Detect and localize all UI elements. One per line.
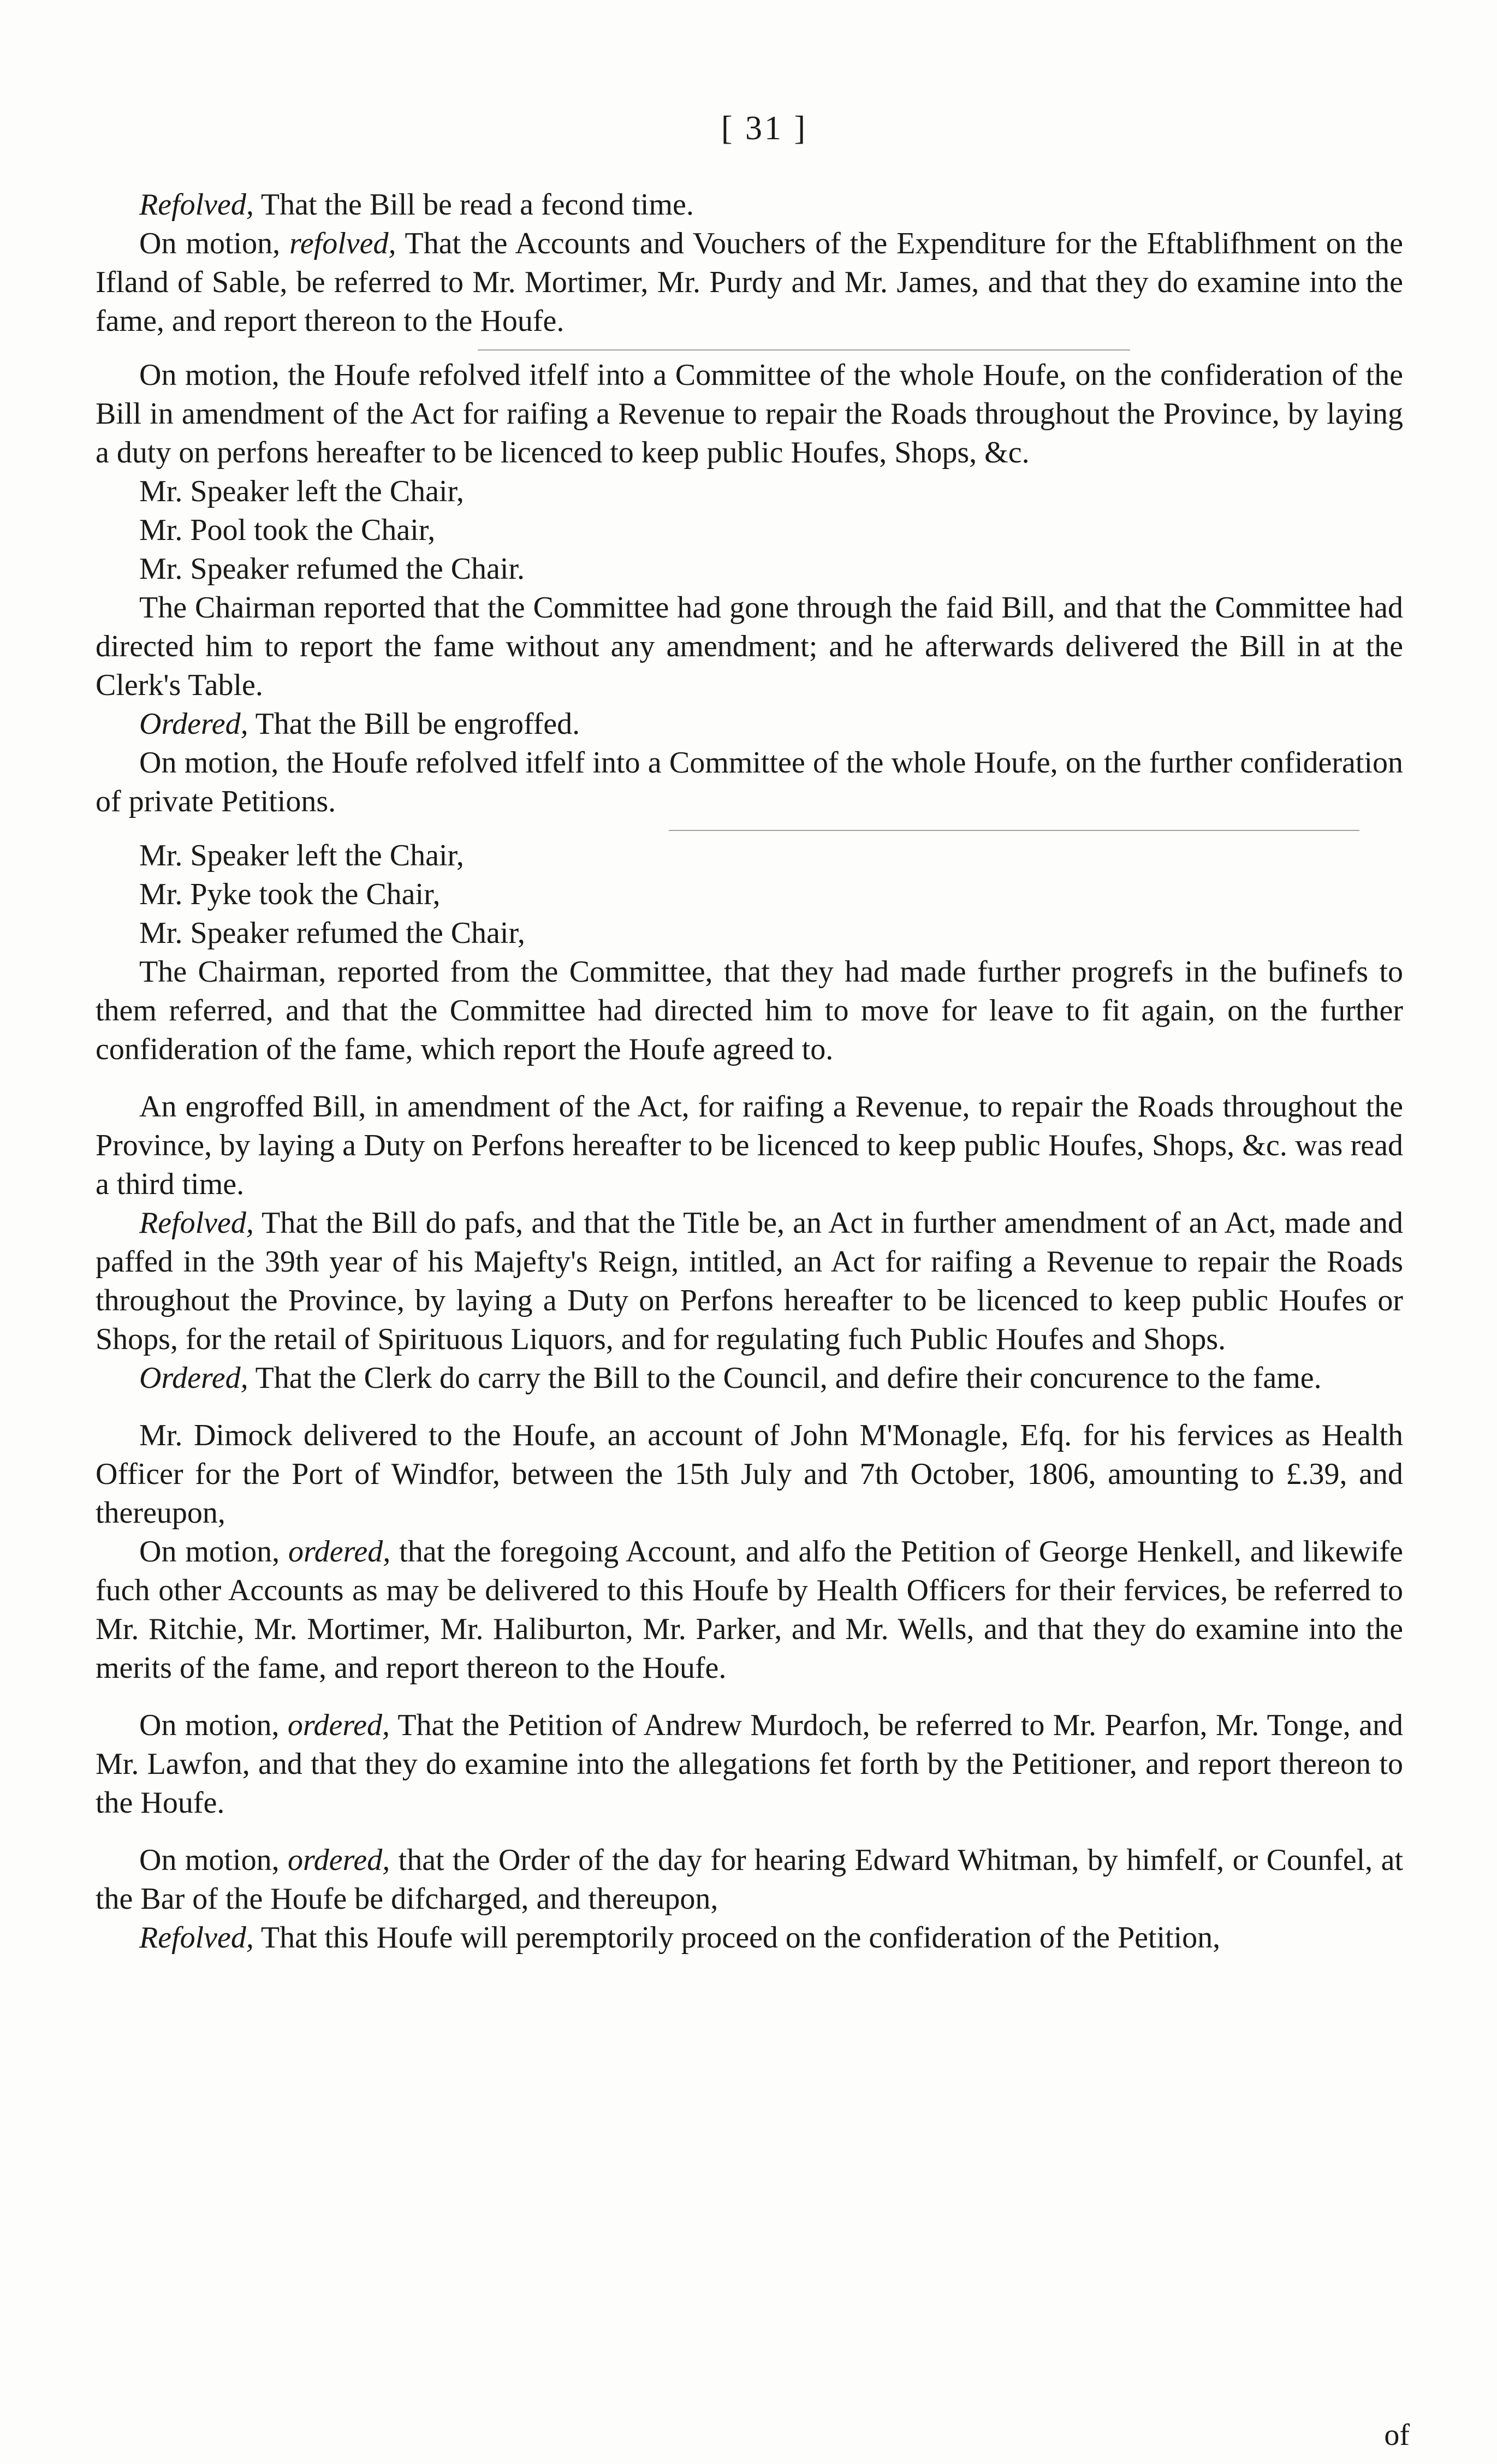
paragraph-lead: Refolved, (139, 188, 254, 222)
paragraph-lead: ordered, (288, 1843, 390, 1877)
paragraph-body: On motion, the Houfe refolved itfelf into a Committee of the whole Houfe, on the further confideration of private Petitions. (96, 746, 1403, 818)
chair-entry: Mr. Pool took the Chair, (139, 513, 436, 547)
paragraph-2 (96, 224, 1403, 341)
section-divider (669, 830, 1359, 831)
paragraph-body: An engroffed Bill, in amendment of the Act, for raifing a Revenue, to repair the Roads throughout the Province, by laying a Duty on Perfons hereafter to be licenced to keep public Houfes, Shops, &c. was read a third time. (96, 1090, 1403, 1201)
chair-entry: Mr. Pyke took the Chair, (139, 877, 441, 911)
paragraph-lead: refolved, (289, 227, 396, 260)
paragraph-20 (96, 1841, 1403, 1919)
paragraph-body: The Chairman reported that the Committee had gone through the faid Bill, and that the Committee had directed him to report the fame without any amendment; and he afterwards delivered the Bill in at the Clerk's Table. (96, 591, 1403, 702)
paragraph-body: Mr. Dimock delivered to the Houfe, an account of John M'Monagle, Efq. for his fervices as Health Officer for the Port of Windfor, between the 15th July and 7th October, 1806, amounting to £.39, and thereupon, (96, 1418, 1403, 1530)
paragraph-8 (96, 705, 1403, 744)
paragraph-15 (96, 1204, 1403, 1359)
paragraph-13 (96, 953, 1403, 1069)
paragraph-lead: Ordered, (139, 707, 248, 741)
paragraph-21 (96, 1919, 1403, 1957)
paragraph-16 (96, 1359, 1403, 1398)
paragraph-lead: ordered, (288, 1535, 391, 1569)
paragraph-lead: Refolved, (139, 1206, 254, 1240)
paragraph-19 (96, 1706, 1403, 1822)
paragraph-body: On motion, (139, 1535, 289, 1569)
paragraph-body: That the Petition of Andrew Murdoch, be referred to Mr. Pearfon, Mr. Tonge, and Mr. Lawfon, and that they do examine into the allegations fet forth by the Petitioner, and report thereon to the Houfe. (96, 1708, 1403, 1820)
paragraph-18 (96, 1533, 1403, 1688)
paragraph-7 (96, 589, 1403, 705)
paragraph-lead: ordered, (287, 1708, 390, 1742)
paragraph-body: That the Bill be read a fecond time. (253, 188, 694, 222)
paragraph-1 (96, 186, 1403, 224)
paragraph-14 (96, 1088, 1403, 1204)
section-divider (478, 349, 1130, 351)
page-number: [ 31 ] (721, 110, 808, 147)
paragraph-body: On motion, (139, 1843, 288, 1877)
paragraph-body: On motion, (139, 1708, 288, 1742)
paragraph-body: That the Clerk do carry the Bill to the Council, and defire their concurence to the fame. (248, 1361, 1322, 1395)
chair-entry: Mr. Speaker left the Chair, (139, 839, 464, 872)
paragraph-body: that the Order of the day for hearing Edward Whitman, by himfelf, or Counfel, at the Bar of the Houfe be difcharged, and thereupon, (96, 1843, 1403, 1916)
paragraph-body: The Chairman, reported from the Committee, that they had made further progrefs in the bufinefs to them referred, and that the Committee had directed him to move for leave to fit again, on the further confideration of the fame, which report the Houfe agreed to. (96, 955, 1403, 1066)
paragraph-body: That the Bill be engroffed. (248, 707, 580, 741)
chair-entry: Mr. Speaker left the Chair, (139, 474, 464, 508)
catchword: of (1384, 2418, 1410, 2452)
paragraph-lead: Ordered, (139, 1361, 248, 1395)
paragraph-body: That this Houfe will peremptorily proceed on the confideration of the Petition, (253, 1921, 1221, 1955)
paragraph-body: That the Bill do pafs, and that the Title be, an Act in further amendment of an Act, made and paffed in the 39th year of his Majefty's Reign, intitled, an Act for raifing a Revenue to repair the Roads throughout the Province, by laying a Duty on Perfons hereafter to be licenced to keep public Houfes or Shops, for the retail of Spirituous Liquors, and for regulating fuch Public Houfes and Shops. (96, 1206, 1403, 1356)
chair-entry: Mr. Speaker refumed the Chair. (139, 552, 525, 586)
paragraph-lead: Refolved, (139, 1921, 254, 1955)
paragraph-body: On motion, (139, 227, 290, 260)
paragraph-body: That the Accounts and Vouchers of the Expenditure for the Eftablifhment on the Ifland of Sable, be referred to Mr. Mortimer, Mr. Purdy and Mr. James, and that they do examine into the fame, and report thereon to the Houfe. (96, 227, 1403, 338)
paragraph-3 (96, 356, 1403, 472)
paragraph-body: that the foregoing Account, and alfo the Petition of George Henkell, and likewife fuch other Accounts as may be delivered to this Houfe by Health Officers for their fervices, be referred to Mr. Ritchie, Mr. Mortimer, Mr. Haliburton, Mr. Parker, and Mr. Wells, and that they do examine into the merits of the fame, and report thereon to the Houfe. (96, 1535, 1403, 1685)
chair-entry: Mr. Speaker refumed the Chair, (139, 916, 525, 950)
paragraph-17 (96, 1416, 1403, 1533)
paragraph-9 (96, 744, 1403, 821)
journal-text (96, 186, 1403, 1957)
paragraph-body: On motion, the Houfe refolved itfelf into a Committee of the whole Houfe, on the confideration of the Bill in amendment of the Act for raifing a Revenue to repair the Roads throughout the Province, by laying a duty on perfons hereafter to be licenced to keep public Houfes, Shops, &c. (96, 358, 1403, 470)
